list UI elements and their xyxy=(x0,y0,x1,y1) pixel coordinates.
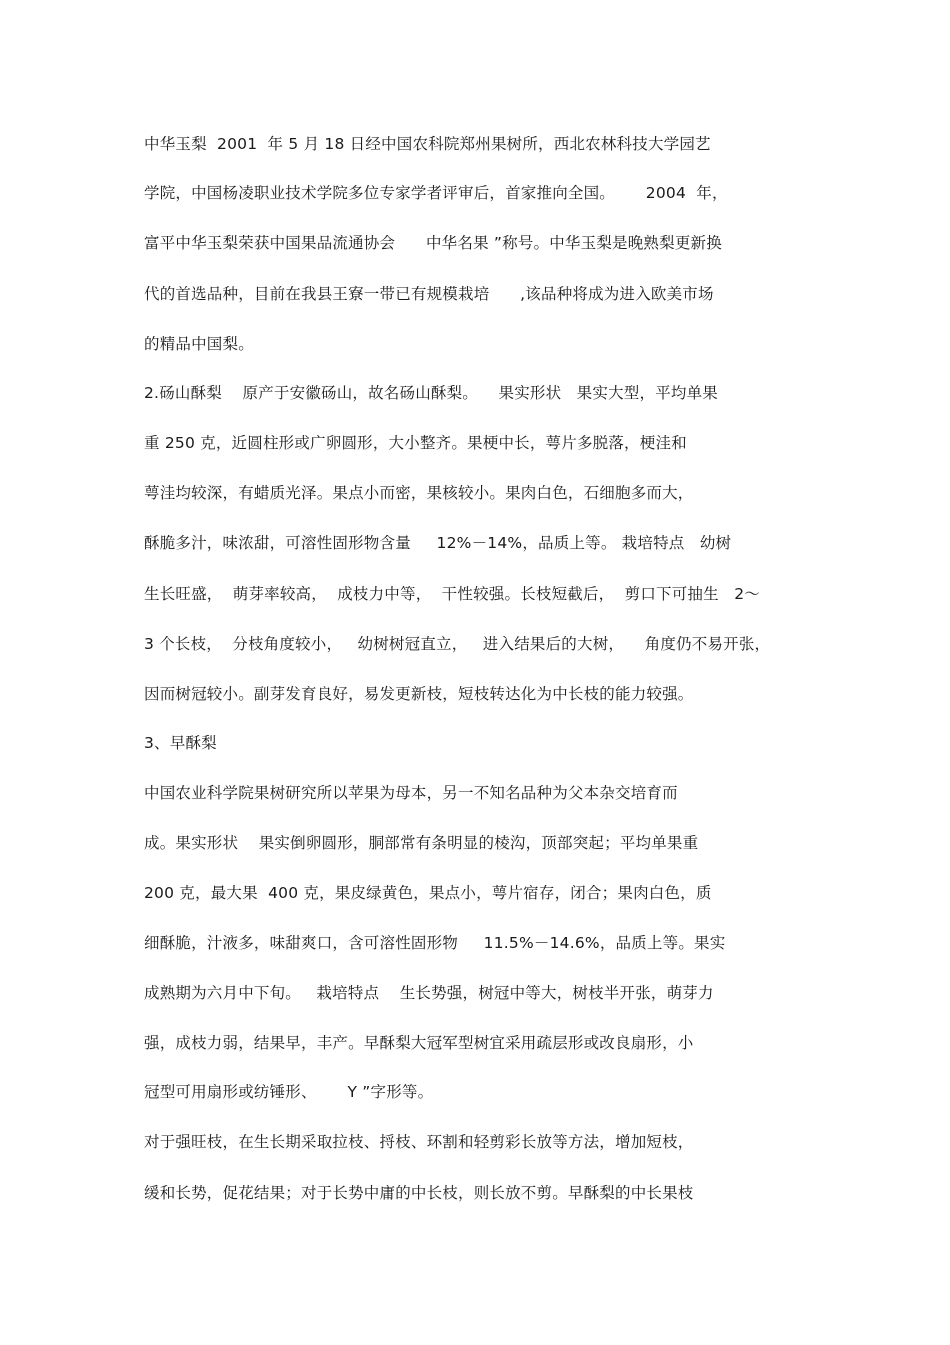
text-line: 3 个长枝， 分枝角度较小， 幼树树冠直立， 进入结果后的大树， 角度仍不易开张， xyxy=(144,635,771,653)
text-line: 200 克，最大果 400 克，果皮绿黄色，果点小，萼片宿存，闭合；果肉白色，质 xyxy=(144,884,712,902)
section-heading: 3、早酥梨 xyxy=(144,734,217,752)
text-line: 因而树冠较小。副芽发育良好，易发更新枝，短枝转达化为中长枝的能力较强。 xyxy=(144,685,694,703)
text-line: 强，成枝力弱，结果早，丰产。早酥梨大冠军型树宜采用疏层形或改良扇形，小 xyxy=(144,1034,694,1052)
text-line: 成。果实形状 果实倒卵圆形，胴部常有条明显的棱沟，顶部突起；平均单果重 xyxy=(144,834,699,852)
section-heading-line: 2.砀山酥梨 原产于安徽砀山，故名砀山酥梨。 果实形状 果实大型，平均单果 xyxy=(144,384,718,402)
text-line: 细酥脆，汁液多，味甜爽口，含可溶性固形物 11.5%－14.6%，品质上等。果实 xyxy=(144,934,726,952)
text-line: 冠型可用扇形或纺锤形、 Y ”字形等。 xyxy=(144,1083,434,1101)
text-line: 中国农业科学院果树研究所以苹果为母本，另一不知名品种为父本杂交培育而 xyxy=(144,784,678,802)
text-line: 缓和长势，促花结果；对于长势中庸的中长枝，则长放不剪。早酥梨的中长果枝 xyxy=(144,1184,694,1202)
text-line: 成熟期为六月中下旬。 栽培特点 生长势强，树冠中等大，树枝半开张，萌芽力 xyxy=(144,984,714,1002)
text-line: 萼洼均较深，有蜡质光泽。果点小而密，果核较小。果肉白色，石细胞多而大， xyxy=(144,484,694,502)
text-line: 代的首选品种，目前在我县王寮一带已有规模栽培 ,该品种将成为进入欧美市场 xyxy=(144,285,714,303)
text-line: 重 250 克，近圆柱形或广卵圆形，大小整齐。果梗中长，萼片多脱落，梗洼和 xyxy=(144,434,687,452)
text-line: 学院，中国杨凌职业技术学院多位专家学者评审后，首家推向全国。 2004 年， xyxy=(144,184,728,202)
text-line: 的精品中国梨。 xyxy=(144,335,254,353)
text-line: 生长旺盛， 萌芽率较高， 成枝力中等， 干性较强。长枝短截后， 剪口下可抽生 2～ xyxy=(144,585,760,603)
text-line: 中华玉梨 2001 年 5 月 18 日经中国农科院郑州果树所，西北农林科技大学园艺 xyxy=(144,135,711,153)
text-line: 酥脆多汁，味浓甜，可溶性固形物含量 12%－14%，品质上等。 栽培特点 幼树 xyxy=(144,534,732,552)
text-line: 对于强旺枝，在生长期采取拉枝、捋枝、环割和轻剪彩长放等方法，增加短枝， xyxy=(144,1133,694,1151)
text-line: 富平中华玉梨荣获中国果品流通协会 中华名果 ”称号。中华玉梨是晚熟梨更新换 xyxy=(144,234,722,252)
